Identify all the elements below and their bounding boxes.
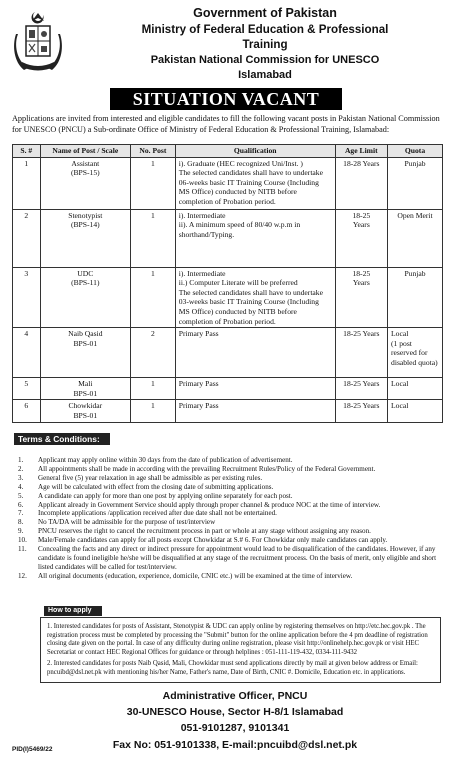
cell-sno: 4 <box>13 328 41 378</box>
table-row <box>13 157 443 209</box>
list-item <box>14 545 439 572</box>
term-text: Incomplete applications /application received after due date shall not be entertained. <box>38 509 277 518</box>
list-item <box>14 483 439 492</box>
term-text: All appointments shall be made in according with the prevailing Recruitment Rules/Policy of the Federal Government. <box>38 464 376 473</box>
list-item <box>14 572 439 581</box>
header-line-government: Government of Pakistan <box>193 6 337 20</box>
pid-number: PID(I)5469/22 <box>12 746 53 753</box>
header-line-city: Islamabad <box>238 69 292 81</box>
list-item <box>14 509 439 518</box>
term-number: 2. <box>18 464 24 473</box>
term-text: No TA/DA will be admissible for the purpose of test/interview <box>38 518 216 527</box>
header-titles <box>120 6 410 84</box>
list-item <box>14 474 439 483</box>
pakistan-emblem-icon <box>12 10 64 76</box>
cell-no-post: 1 <box>131 267 176 328</box>
term-text: General five (5) year relaxation in age shall be admissible as per existing rules. <box>38 473 263 482</box>
term-number: 1. <box>18 456 24 464</box>
cell-post: Stenotypist (BPS-14) <box>40 209 130 267</box>
cell-post: Naib Qasid BPS-01 <box>40 328 130 378</box>
list-item <box>14 518 439 527</box>
cell-quota: Open Merit <box>388 209 443 267</box>
cell-no-post: 1 <box>131 378 176 400</box>
col-header-sno: S. # <box>13 145 41 158</box>
cell-qualification: Primary Pass <box>175 378 335 400</box>
intro-paragraph: Applications are invited from interested and eligible candidates to fill the following vacant posts in Pakistan National Commission for UNESCO (PNCU) a Sub-ordinate Office of Ministry of Federal Education & Professional Training, Islamabad: <box>12 114 440 134</box>
term-text: All original documents (education, experience, domicile, CNIC etc.) will be examined at the time of interview. <box>38 571 353 580</box>
cell-quota: Local <box>388 378 443 400</box>
cell-quota: Local <box>388 400 443 422</box>
footer-phones: 051-9101287, 9101341 <box>180 722 290 735</box>
term-number: 3. <box>18 473 24 482</box>
col-header-qualification: Qualification <box>175 145 335 158</box>
footer-fax-email: Fax No: 051-9101338, E-mail:pncuibd@dsl.net.pk <box>112 738 358 751</box>
term-number: 4. <box>18 482 24 491</box>
cell-post: Chowkidar BPS-01 <box>40 400 130 422</box>
cell-age: 18-28 Years <box>335 157 387 209</box>
footer-address: 30-UNESCO House, Sector H-8/1 Islamabad <box>126 706 344 719</box>
term-number: 8. <box>18 518 24 527</box>
table-header-row <box>13 145 443 158</box>
list-item <box>14 456 439 465</box>
cell-quota: Punjab <box>388 267 443 328</box>
vacancies-table <box>12 144 443 423</box>
cell-post: UDC (BPS-11) <box>40 267 130 328</box>
cell-age: 18-25 Years <box>335 378 387 400</box>
cell-age: 18-25 Years <box>335 400 387 422</box>
cell-no-post: 2 <box>131 328 176 378</box>
term-number: 12. <box>18 571 27 580</box>
cell-qualification: Primary Pass <box>175 400 335 422</box>
cell-qualification: i). Graduate (HEC recognized Uni/Inst. ) The selected candidates shall have to undertake 06-weeks basic IT Training Course (Including MS Office) conducted by NITB before completion of Probation period. <box>175 157 335 209</box>
table-row <box>13 400 443 422</box>
list-item <box>14 465 439 474</box>
term-text: A candidate can apply for more than one post by applying online separately for each post. <box>38 491 293 500</box>
cell-age: 18-25 Years <box>335 328 387 378</box>
term-number: 6. <box>18 500 24 509</box>
contact-footer <box>100 688 370 753</box>
term-text: Concealing the facts and any direct or indirect pressure for appointment would lead to be disqualification of the candidates. However, if any candidate is found ineligible he/she will be disqualified at any stage of the recruitment process. On the basis of merit, only eligible and short listed candidates will be called for test/interview. <box>38 545 437 571</box>
cell-quota: Local (1 post reserved for disabled quota) <box>388 328 443 378</box>
cell-age: 18-25 Years <box>335 267 387 328</box>
how-to-apply-box <box>40 617 441 683</box>
terms-heading: Terms & Conditions: <box>14 433 110 445</box>
list-item <box>14 536 439 545</box>
cell-sno: 3 <box>13 267 41 328</box>
term-text: PNCU reserves the right to cancel the recruitment process in part or whole at any stage without assigning any reason. <box>38 527 371 536</box>
col-header-age-limit: Age Limit <box>335 145 387 158</box>
cell-qualification: Primary Pass <box>175 328 335 378</box>
apply-online-paragraph: 1. Interested candidates for posts of Assistant, Stenotypist & UDC can apply online by registering themselves on http://etc.hec.gov.pk . The registration process must be completed by processing the "Submit" button for the online application before the 4 pm deadline of registration closing date given on the portal. In case of any difficulty during online registration, please visit http://onlinehelp.hec.gov.pk or visit HEC Secretariat or contact HEC Regional Offices for guidance or through helplines : 051-111-119-432, 0334-111-9432 <box>47 623 428 656</box>
col-header-no-post: No. Post <box>131 145 176 158</box>
cell-quota: Punjab <box>388 157 443 209</box>
term-number: 7. <box>18 509 24 518</box>
term-text: Applicant already in Government Service should apply through proper channel & produce NOC at the time of interview. <box>38 500 381 509</box>
term-number: 10. <box>18 536 27 545</box>
table-row <box>13 209 443 267</box>
term-text: Age will be calculated with effect from the closing date of submitting applications. <box>38 482 274 491</box>
cell-post: Assistant (BPS-15) <box>40 157 130 209</box>
cell-post: Mali BPS-01 <box>40 378 130 400</box>
how-to-apply-heading: How to apply <box>44 606 102 616</box>
header-line-commission: Pakistan National Commission for UNESCO <box>150 53 380 66</box>
terms-list <box>14 456 439 581</box>
header-line-ministry: Ministry of Federal Education & Professional Training <box>141 22 389 51</box>
list-item <box>14 492 439 501</box>
cell-sno: 2 <box>13 209 41 267</box>
cell-age: 18-25 Years <box>335 209 387 267</box>
cell-no-post: 1 <box>131 400 176 422</box>
term-number: 5. <box>18 491 24 500</box>
cell-qualification: i). Intermediate ii.) Computer Literate will be preferred The selected candidates shall have to undertake 03-weeks basic IT Training Course (Including MS Office) conducted by NITB before completion of Probation period. <box>175 267 335 328</box>
term-number: 9. <box>18 527 24 536</box>
table-row <box>13 267 443 328</box>
list-item <box>14 527 439 536</box>
situation-vacant-banner: SITUATION VACANT <box>110 88 342 110</box>
apply-mail-paragraph: 2. Interested candidates for posts Naib Qasid, Mali, Chowkidar must send applications directly by mail at given below address or Email: pncuibd@dsl.net.pk with mentioning his/her Name, Father's name, Date of Birth, CNIC #. Domicile, Education etc. in applications. <box>47 660 418 676</box>
cell-qualification: i). Intermediate ii). A minimum speed of 80/40 w.p.m in shorthand/Typing. <box>175 209 335 267</box>
term-text: Applicant may apply online within 30 days from the date of publication of advertisement. <box>38 456 293 464</box>
term-number: 11. <box>18 545 27 554</box>
col-header-post: Name of Post / Scale <box>40 145 130 158</box>
header <box>0 6 455 80</box>
list-item <box>14 501 439 510</box>
term-text: Male/Female candidates can apply for all posts except Chowkidar at S.# 6. For Chowkidar only male candidates can apply. <box>38 536 388 545</box>
cell-sno: 1 <box>13 157 41 209</box>
table-row <box>13 378 443 400</box>
table-row <box>13 328 443 378</box>
col-header-quota: Quota <box>388 145 443 158</box>
footer-officer: Administrative Officer, PNCU <box>162 690 308 702</box>
cell-sno: 5 <box>13 378 41 400</box>
cell-no-post: 1 <box>131 157 176 209</box>
cell-no-post: 1 <box>131 209 176 267</box>
cell-sno: 6 <box>13 400 41 422</box>
